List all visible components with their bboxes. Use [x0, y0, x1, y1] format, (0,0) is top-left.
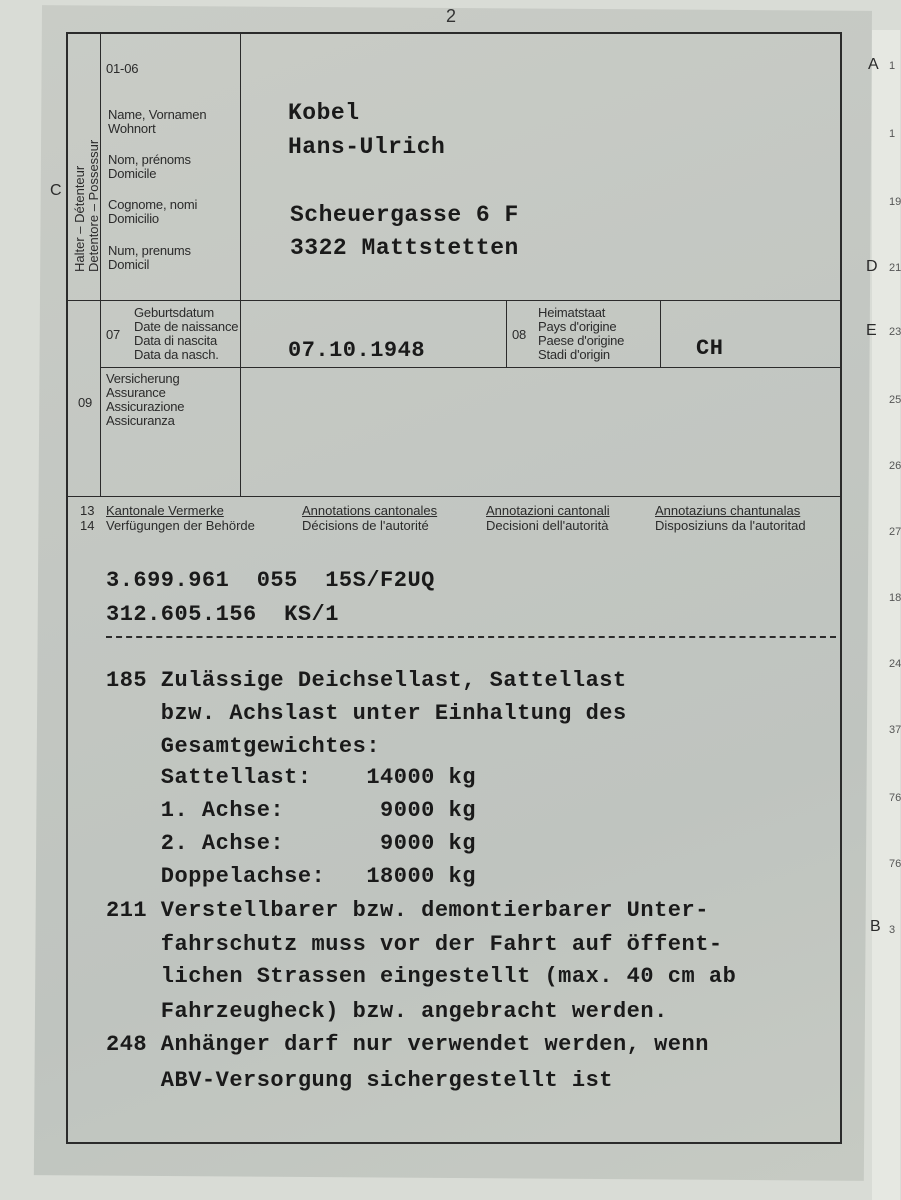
- field-code: 13 14: [80, 503, 95, 533]
- edge-letter: D: [866, 258, 878, 275]
- holder-surname: Kobel: [288, 100, 360, 126]
- dashed-separator: [106, 636, 836, 638]
- edge-number: 76: [889, 858, 901, 870]
- annotations-label-rm: Annotaziuns chantunalas Disposiziuns da l'autoritad: [655, 503, 806, 533]
- annotations-label-de: Kantonale Vermerke Verfügungen der Behörde: [106, 503, 255, 533]
- remark-line: Sattellast: 14000 kg: [106, 765, 476, 790]
- remark-line: 211 Verstellbarer bzw. demontierbarer Unter-: [106, 898, 709, 923]
- column-divider: [660, 300, 661, 367]
- birthdate-value: 07.10.1948: [288, 338, 426, 363]
- remark-line: 1. Achse: 9000 kg: [106, 798, 476, 823]
- remark-line: 185 Zulässige Deichsellast, Sattellast: [106, 668, 627, 693]
- edge-number: 26: [889, 460, 901, 472]
- name-label-it: Cognome, nomi Domicilio: [108, 197, 198, 226]
- remark-line: fahrschutz muss vor der Fahrt auf öffent-: [106, 932, 723, 957]
- annotations-label-fr: Annotations cantonales Décisions de l'autorité: [302, 503, 438, 533]
- holder-street: Scheuergasse 6 F: [290, 202, 519, 228]
- remark-line: Gesamtgewichtes:: [106, 734, 381, 759]
- remark-line: lichen Strassen eingestellt (max. 40 cm ab: [106, 964, 737, 989]
- edge-number: 1: [889, 128, 896, 140]
- remark-line: Doppelachse: 18000 kg: [106, 864, 476, 889]
- field-code: 09: [78, 395, 93, 410]
- edge-number: 18: [889, 592, 901, 604]
- edge-number: 76: [889, 792, 901, 804]
- row-divider: [66, 300, 842, 301]
- name-label-de: Name, Vornamen Wohnort: [108, 107, 207, 136]
- page-number: 2: [446, 6, 457, 26]
- annotations-label-it: Annotazioni cantonali Decisioni dell'autorità: [486, 503, 610, 533]
- edge-number: 23: [889, 326, 901, 338]
- holder-first-name: Hans-Ulrich: [288, 134, 446, 160]
- edge-number: 3: [889, 924, 896, 936]
- edge-number: 27: [889, 526, 901, 538]
- remark-line: 248 Anhänger darf nur verwendet werden, wenn: [106, 1032, 709, 1057]
- remark-line: bzw. Achslast unter Einhaltung des: [106, 701, 627, 726]
- column-divider: [240, 32, 241, 496]
- remark-line: ABV-Versorgung sichergestellt ist: [106, 1068, 613, 1093]
- row-divider: [100, 367, 842, 368]
- holder-city: 3322 Mattstetten: [290, 235, 519, 261]
- edge-number: 24: [889, 658, 901, 670]
- insurance-label: Versicherung Assurance Assicurazione Assicuranza: [106, 371, 185, 428]
- origin-value: CH: [696, 336, 724, 361]
- edge-letter: B: [870, 918, 881, 935]
- column-divider: [506, 300, 507, 367]
- holder-label-de-fr: Halter – Détenteur: [72, 165, 87, 272]
- birthdate-label: Geburtsdatum Date de naissance Data di nascita Data da nasch.: [134, 305, 239, 362]
- edge-number: 25: [889, 394, 901, 406]
- remark-line: 2. Achse: 9000 kg: [106, 831, 476, 856]
- edge-number: 1: [889, 60, 896, 72]
- name-label-fr: Nom, prénoms Domicile: [108, 152, 191, 181]
- origin-label: Heimatstaat Pays d'origine Paese d'origine Stadi d'origin: [538, 305, 625, 362]
- field-code: 08: [512, 327, 527, 342]
- edge-number: 21: [889, 262, 901, 274]
- typed-code-line: 312.605.156 KS/1: [106, 602, 339, 627]
- typed-code-line: 3.699.961 055 15S/F2UQ: [106, 568, 435, 593]
- edge-letter: A: [868, 56, 879, 73]
- edge-letter: E: [866, 322, 877, 339]
- field-code: 07: [106, 327, 121, 342]
- edge-number: 19: [889, 196, 901, 208]
- edge-number: 37: [889, 724, 901, 736]
- holder-label-it-rm: Detentore – Possessur: [86, 139, 101, 272]
- remark-line: Fahrzeugheck) bzw. angebracht werden.: [106, 999, 668, 1024]
- field-code: 01-06: [106, 61, 139, 76]
- name-label-rm: Num, prenums Domicil: [108, 243, 191, 272]
- section-letter: C: [50, 182, 62, 199]
- row-divider: [66, 496, 842, 497]
